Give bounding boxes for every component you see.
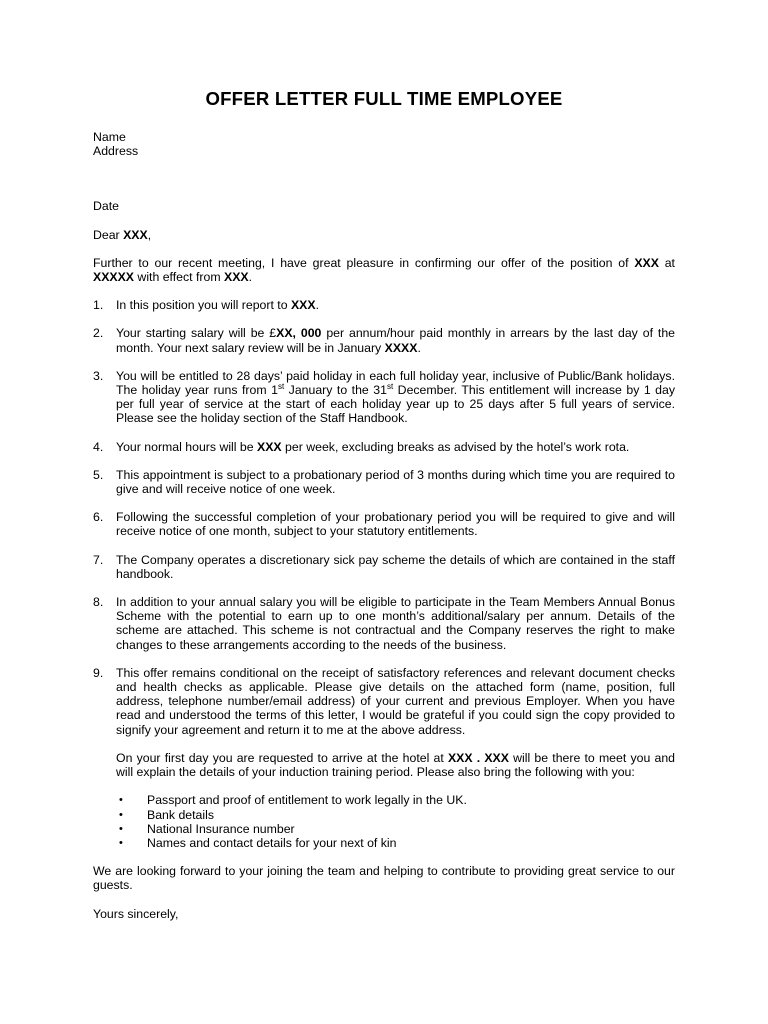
recipient-name: Name (93, 130, 126, 144)
item-number: 3. (93, 368, 104, 383)
greeting-placeholder: XXX (123, 227, 148, 242)
bullet-item: • Passport and proof of entitlement to work legally in the UK. (119, 793, 467, 808)
item-number: 5. (93, 467, 104, 482)
closing-paragraph: We are looking forward to your joining the team and helping to contribute to providing great service to our guests. (93, 864, 675, 893)
bullet-item: • National Insurance number (119, 821, 295, 836)
item-number: 9. (93, 665, 104, 680)
spacer (93, 158, 675, 199)
sign-off: Yours sincerely, (93, 906, 179, 921)
list-item: 2. Your starting salary will be £XX, 000 per annum/hour paid monthly in arrears by the last day of the month. Your next salary review will be in January XXXX. (93, 326, 675, 355)
bullet-icon: • (119, 794, 123, 807)
greeting: Dear XXX, (93, 227, 152, 242)
list-item: 9. This offer remains conditional on the receipt of satisfactory references and relevant document checks and health checks as applicable. Please give details on the attached form (name, position, full address, telephone number/email address) of your current and previous Employer. When you have read and understood the terms of this letter, I would be grateful if you could sign the copy provided to signify your agreement and return it to me at the above address. (93, 665, 675, 737)
intro-paragraph: Further to our recent meeting, I have great pleasure in confirming our offer of the position of XXX at XXXXX with effect from XXX. (93, 255, 675, 285)
list-item: 1. In this position you will report to XXX. (93, 298, 320, 313)
bullet-item: • Bank details (119, 807, 214, 822)
first-day-paragraph: On your first day you are requested to arrive at the hotel at XXX . XXX will be there to meet you and will explain the details of your induction training period. Please also bring the following with you: (116, 750, 675, 780)
list-item: 7. The Company operates a discretionary sick pay scheme the details of which are contained in the staff handbook. (93, 552, 675, 581)
bullet-item: • Names and contact details for your next of kin (119, 835, 397, 850)
list-item: 8. In addition to your annual salary you will be eligible to participate in the Team Members Annual Bonus Scheme with the potential to earn up to one month’s additional/salary per annum. Details of the scheme are attached. This scheme is not contractual and the Company reserves the right to make changes to these arrangements according to the needs of the business. (93, 595, 675, 652)
terms-list (93, 298, 675, 737)
item-number: 4. (93, 439, 104, 454)
recipient-address: Address (93, 144, 139, 159)
bullet-icon: • (119, 836, 123, 849)
item-number: 1. (93, 298, 104, 313)
list-item: 5. This appointment is subject to a probationary period of 3 months during which time you are required to give and will receive notice of one week. (93, 467, 675, 497)
list-item: 6. Following the successful completion of your probationary period you will be required to give and will receive notice of one month, subject to your statutory entitlements. (93, 510, 675, 539)
documents-to-bring-list (93, 793, 675, 850)
letter-date: Date (93, 199, 119, 214)
list-item: 3. You will be entitled to 28 days’ paid holiday in each full holiday year, inclusive of Public/Bank holidays. The holiday year runs from 1st January to the 31st December. This entitlement will increase by 1 day per full year of service at the start of each holiday year up to 25 days after 5 full years of service. Please see the holiday section of the Staff Handbook. (93, 368, 676, 426)
bullet-icon: • (119, 822, 123, 835)
item-number: 7. (93, 552, 104, 567)
list-item: 4. Your normal hours will be XXX per week, excluding breaks as advised by the hotel’s work rota. (93, 439, 630, 454)
letter-title: OFFER LETTER FULL TIME EMPLOYEE (205, 88, 563, 109)
item-number: 2. (93, 326, 104, 341)
bullet-icon: • (119, 808, 123, 821)
item-number: 6. (93, 510, 104, 525)
item-number: 8. (93, 595, 104, 610)
